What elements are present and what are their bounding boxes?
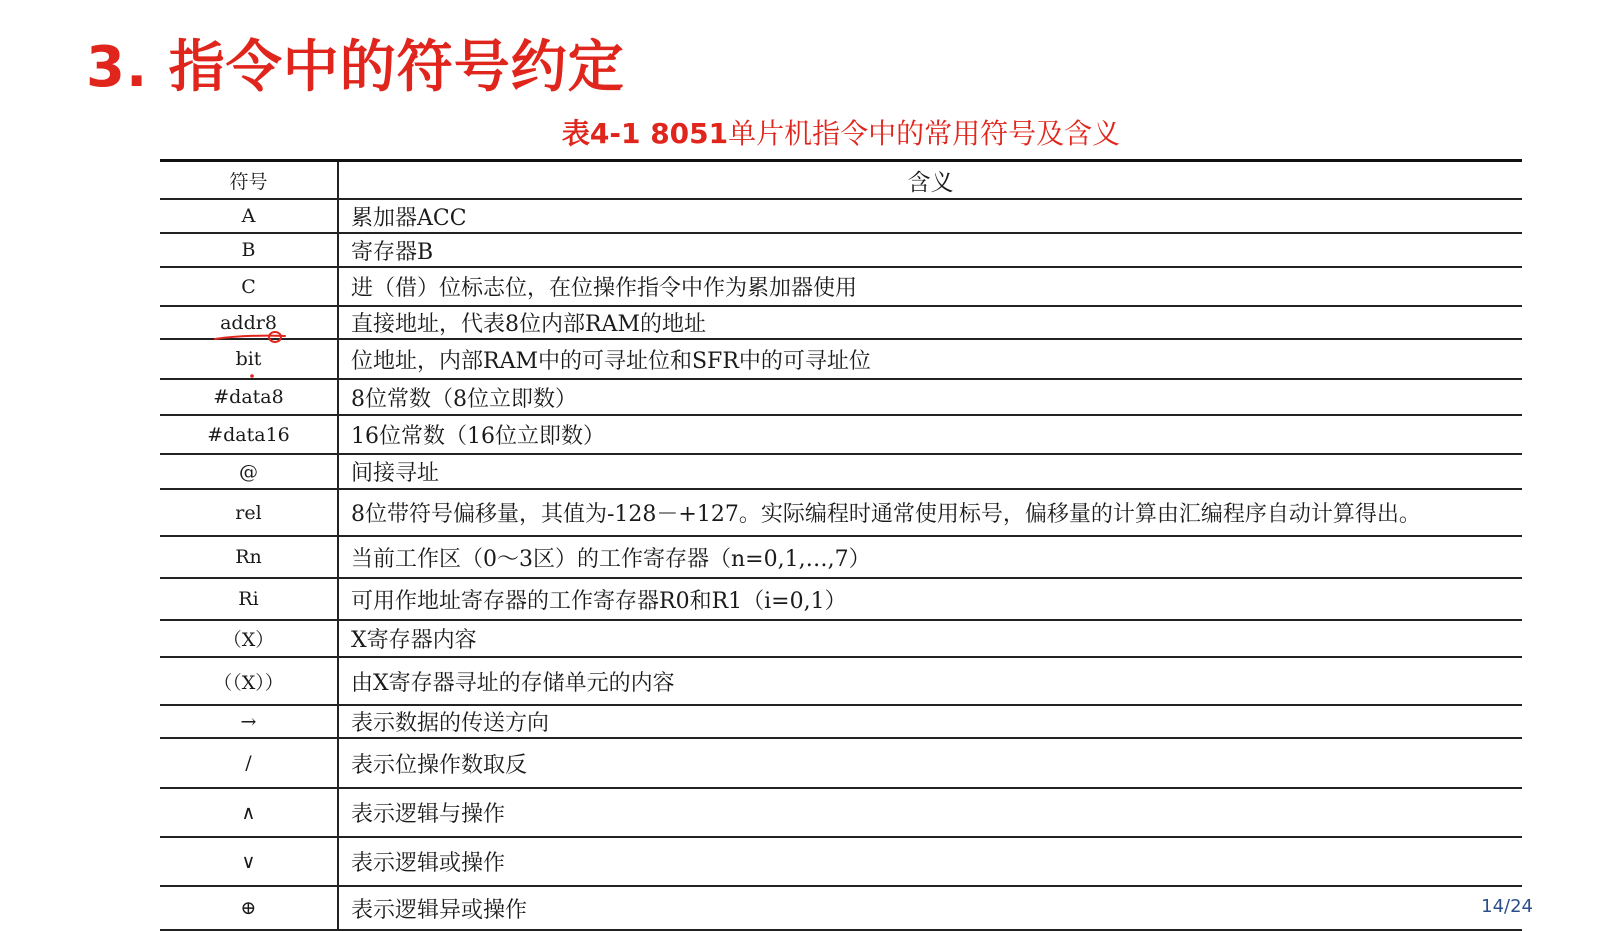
table-caption xyxy=(160,114,1522,154)
symbol-cell: rel xyxy=(160,489,338,536)
table-row xyxy=(160,886,1522,930)
meaning-cell: 表示逻辑与操作 xyxy=(338,788,1522,837)
meaning-cell: X寄存器内容 xyxy=(338,620,1522,657)
meaning-cell: 间接寻址 xyxy=(338,454,1522,489)
symbol-cell: （X） xyxy=(160,620,338,657)
table-header-row xyxy=(160,161,1522,200)
table-row xyxy=(160,233,1522,267)
table-row xyxy=(160,738,1522,788)
slide-title: 3. 指令中的符号约定 xyxy=(86,35,625,100)
symbol-cell: #data8 xyxy=(160,379,338,415)
meaning-cell: 8位带符号偏移量，其值为-128－+127。实际编程时通常使用标号，偏移量的计算由汇编程序自动计算得出。 xyxy=(338,489,1522,536)
table-row xyxy=(160,339,1522,379)
meaning-cell: 16位常数（16位立即数） xyxy=(338,415,1522,454)
table-row xyxy=(160,489,1522,536)
symbol-cell: #data16 xyxy=(160,415,338,454)
table-row xyxy=(160,267,1522,306)
symbol-cell: @ xyxy=(160,454,338,489)
header-symbol: 符号 xyxy=(160,161,338,200)
symbol-cell: Ri xyxy=(160,578,338,620)
table-caption-text: 单片机指令中的常用符号及含义 xyxy=(728,117,1121,150)
table-row xyxy=(160,620,1522,657)
meaning-cell: 寄存器B xyxy=(338,233,1522,267)
meaning-cell: 表示数据的传送方向 xyxy=(338,705,1522,738)
table-row xyxy=(160,657,1522,705)
meaning-cell: 由X寄存器寻址的存储单元的内容 xyxy=(338,657,1522,705)
table-row xyxy=(160,578,1522,620)
symbol-cell: Rn xyxy=(160,536,338,578)
table-row xyxy=(160,837,1522,886)
symbol-cell: ⊕ xyxy=(160,886,338,930)
symbol-cell: （（X）） xyxy=(160,657,338,705)
page-number: 14/24 xyxy=(1481,896,1533,917)
symbol-cell: B xyxy=(160,233,338,267)
symbol-cell: addr8 xyxy=(160,306,338,339)
table-row xyxy=(160,199,1522,233)
table-row xyxy=(160,379,1522,415)
table-row xyxy=(160,454,1522,489)
table-row xyxy=(160,788,1522,837)
symbol-cell: ∨ xyxy=(160,837,338,886)
meaning-cell: 直接地址，代表8位内部RAM的地址 xyxy=(338,306,1522,339)
table-caption-number: 表4-1 8051 xyxy=(561,117,729,150)
symbol-cell: A xyxy=(160,199,338,233)
table-row xyxy=(160,536,1522,578)
meaning-cell: 进（借）位标志位，在位操作指令中作为累加器使用 xyxy=(338,267,1522,306)
table-row xyxy=(160,705,1522,738)
meaning-cell: 表示逻辑或操作 xyxy=(338,837,1522,886)
meaning-cell: 可用作地址寄存器的工作寄存器R0和R1（i=0,1） xyxy=(338,578,1522,620)
symbol-table xyxy=(160,159,1522,931)
meaning-cell: 8位常数（8位立即数） xyxy=(338,379,1522,415)
symbol-cell: C xyxy=(160,267,338,306)
meaning-cell: 当前工作区（0～3区）的工作寄存器（n=0,1,…,7） xyxy=(338,536,1522,578)
table-row xyxy=(160,306,1522,339)
table-row xyxy=(160,415,1522,454)
header-meaning: 含义 xyxy=(338,161,1522,200)
symbol-cell: → xyxy=(160,705,338,738)
symbol-cell: bit xyxy=(160,339,338,379)
symbol-cell: / xyxy=(160,738,338,788)
meaning-cell: 位地址，内部RAM中的可寻址位和SFR中的可寻址位 xyxy=(338,339,1522,379)
symbol-cell: ∧ xyxy=(160,788,338,837)
meaning-cell: 累加器ACC xyxy=(338,199,1522,233)
meaning-cell: 表示逻辑异或操作 xyxy=(338,886,1522,930)
meaning-cell: 表示位操作数取反 xyxy=(338,738,1522,788)
